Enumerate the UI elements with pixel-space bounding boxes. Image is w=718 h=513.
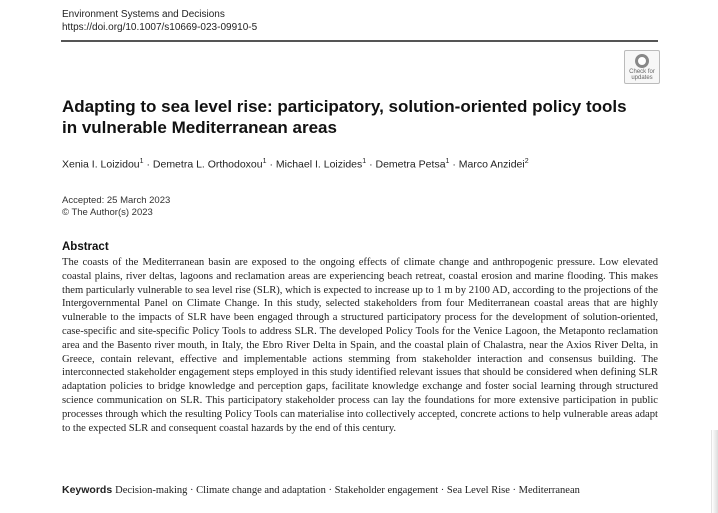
author-list: Xenia I. Loizidou$^1$ · Demetra L. Orthodoxou$^1$ · Michael I. Loizides$^1$ · Demetra Petsa$^1$ · Marco Anzidei$^2$ bbox=[62, 158, 529, 171]
running-header bbox=[62, 8, 257, 34]
abstract-heading: Abstract bbox=[62, 241, 109, 253]
copyright-notice: © The Author(s) 2023 bbox=[62, 207, 153, 218]
doi-link[interactable]: https://doi.org/10.1007/s10669-023-09910-5 bbox=[62, 22, 258, 33]
check-for-updates-label: Check for updates bbox=[629, 69, 655, 81]
check-for-updates-badge[interactable] bbox=[624, 50, 660, 84]
author-name[interactable]: Demetra Petsa bbox=[375, 158, 446, 171]
author-name[interactable]: Demetra L. Orthodoxou bbox=[152, 158, 263, 171]
author-name[interactable]: Xenia I. Loizidou bbox=[62, 158, 140, 171]
article-meta bbox=[62, 195, 170, 219]
article-title: Adapting to sea level rise: participatory, solution-oriented policy tools in vulnerable Mediterranean areas bbox=[62, 97, 627, 137]
author-affiliation: 1 bbox=[445, 158, 450, 165]
accepted-date: Accepted: 25 March 2023 bbox=[62, 195, 171, 206]
keywords-list: Decision-making · Climate change and adaptation · Stakeholder engagement · Sea Level Rise · Mediterranean bbox=[115, 485, 580, 496]
journal-name: Environment Systems and Decisions bbox=[62, 9, 225, 20]
page-edge-shadow bbox=[711, 430, 718, 513]
author-affiliation: 1 bbox=[139, 158, 144, 165]
abstract-body: The coasts of the Mediterranean basin are exposed to the ongoing effects of climate change and anthropogenic pressure. Low elevated coastal plains, river deltas, lagoons and reclamation areas are experiencing beach retreat, coastal erosion and marine flooding. This makes them particularly vulnerable to sea level rise (SLR), which is expected to increase up to 1 m by 2100 AD, according to the projections of the Intergovernmental Panel on Climate Change. In this study, selected stakeholders from four Mediterranean coastal areas that are highly vulnerable to the impacts of SLR have been engaged through a structured participatory process for the development of solution-oriented, case-specific and site-specific Policy Tools to address SLR. The developed Policy Tools for the Venice Lagoon, the Metaponto reclamation area and the Basento river mouth, in Italy, the Ebro River Delta in Spain, and the coastal plain of Chalastra, near the Axios River Delta, in Greece, contain relevant, effective and implementable actions stemming from stakeholder interaction and consensus building. The interconnected stakeholder engagement steps employed in this study identified relevant issues that should be considered when defining SLR adaptation policies to bridge knowledge and perception gaps, facilitate knowledge exchange and foster social learning through structured science communication on SLR. This participatory stakeholder process can lay the foundations for more extensive participation in public processes through which the resulting Policy Tools can materialise into collectively accepted, concrete actions to help vulnerable areas adapt to the expected SLR and consequent coastal hazards by the end of this century. bbox=[62, 257, 658, 434]
author-affiliation: 1 bbox=[262, 158, 267, 165]
author-affiliation: 2 bbox=[524, 158, 529, 165]
author-affiliation: 1 bbox=[362, 158, 367, 165]
author-name[interactable]: Michael I. Loizides bbox=[275, 158, 363, 171]
keywords-line bbox=[62, 484, 580, 496]
author-name[interactable]: Marco Anzidei bbox=[458, 158, 525, 171]
keywords-label: Keywords bbox=[62, 484, 113, 496]
check-for-updates-icon bbox=[635, 54, 649, 68]
header-rule bbox=[61, 40, 658, 42]
